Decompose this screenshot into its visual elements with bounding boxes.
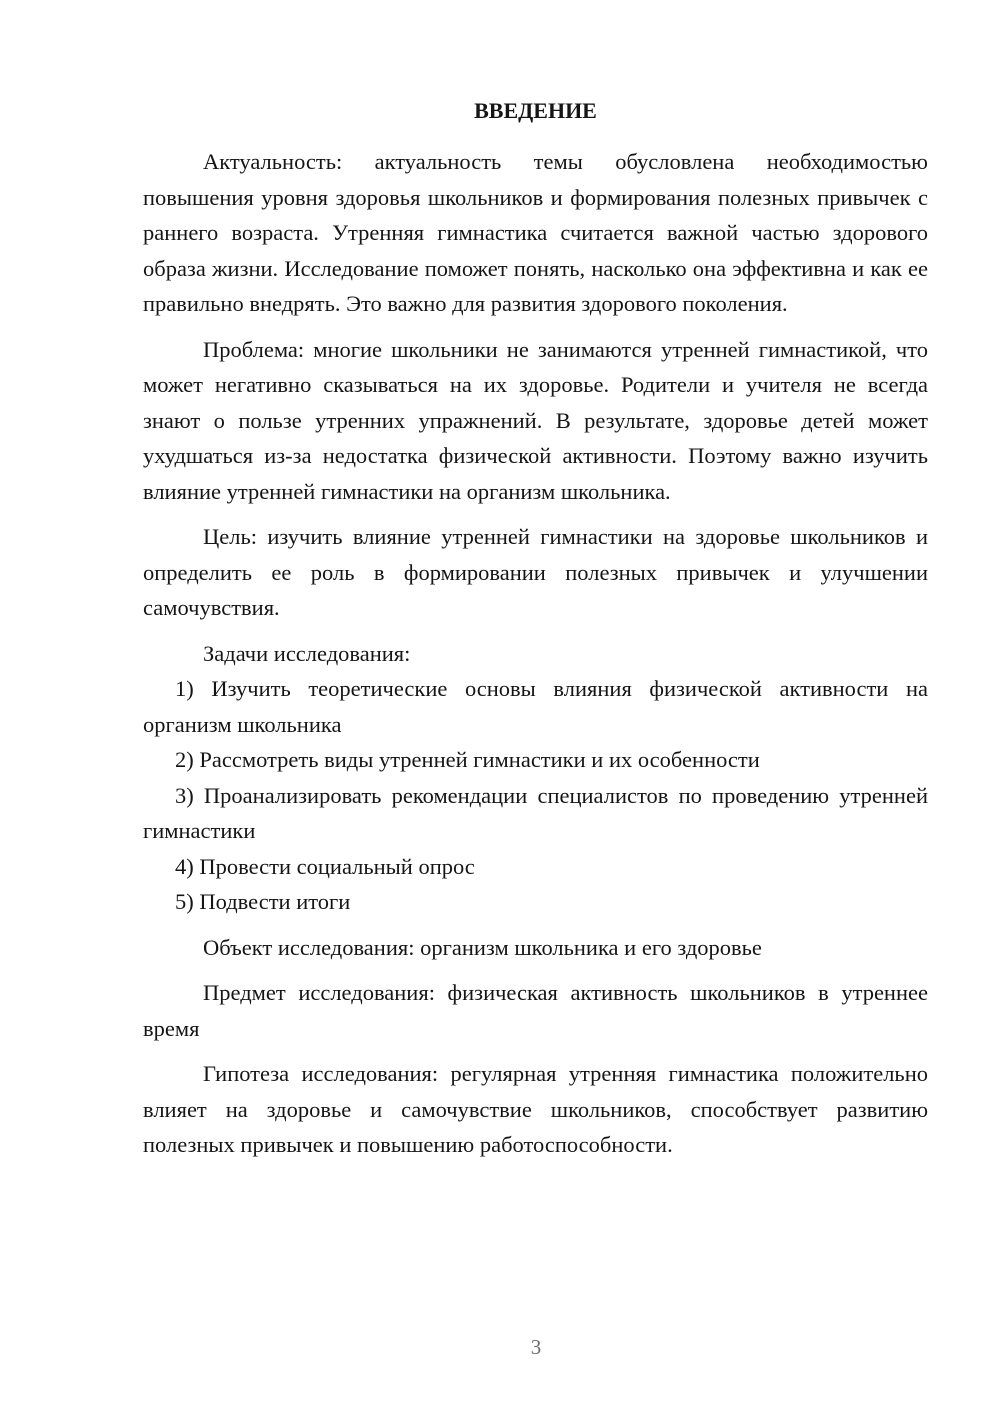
task-item-5: 5) Подвести итоги bbox=[175, 889, 351, 914]
page-number: 3 bbox=[530, 1335, 542, 1359]
task-item-2: 2) Рассмотреть виды утренней гимнастики и их особенности bbox=[175, 747, 760, 772]
problem-paragraph: Проблема: многие школьники не занимаются утренней гимнастикой, что может негативно сказываться на их здоровье. Родители и учителя не всегда знают о пользе утренних упражнений. В результате, здоровье детей может ухудшаться из-за недостатка физической активности. Поэтому важно изучить влияние утренней гимнастики на организм школьника. bbox=[143, 336, 928, 504]
task-item-4: 4) Провести социальный опрос bbox=[175, 853, 475, 879]
relevance-paragraph: Актуальность: актуальность темы обусловлена необходимостью повышения уровня здоровья школьников и формирования полезных привычек с раннего возраста. Утренняя гимнастика считается важной частью здорового образа жизни. Исследование поможет понять, насколько она эффективна и как ее правильно внедрять. Это важно для развития здорового поколения. bbox=[143, 149, 928, 316]
document-body bbox=[143, 96, 928, 1163]
page-title: ВВЕДЕНИЕ bbox=[474, 98, 597, 123]
task-item-1: 1) Изучить теоретические основы влияния физической активности на организм школьника bbox=[143, 676, 928, 737]
subject-paragraph: Предмет исследования: физическая активность школьников в утреннее время bbox=[143, 980, 928, 1041]
hypothesis-paragraph: Гипотеза исследования: регулярная утренняя гимнастика положительно влияет на здоровье и самочувствие школьников, способствует развитию полезных привычек и повышению работоспособности. bbox=[143, 1061, 928, 1157]
tasks-heading: Задачи исследования: bbox=[203, 640, 411, 666]
object-paragraph: Объект исследования: организм школьника и его здоровье bbox=[203, 934, 762, 960]
task-item-3: 3) Проанализировать рекомендации специалистов по проведению утренней гимнастики bbox=[143, 782, 928, 843]
goal-paragraph: Цель: изучить влияние утренней гимнастики на здоровье школьников и определить ее роль в формировании полезных привычек и улучшении самочувствия. bbox=[143, 524, 928, 620]
